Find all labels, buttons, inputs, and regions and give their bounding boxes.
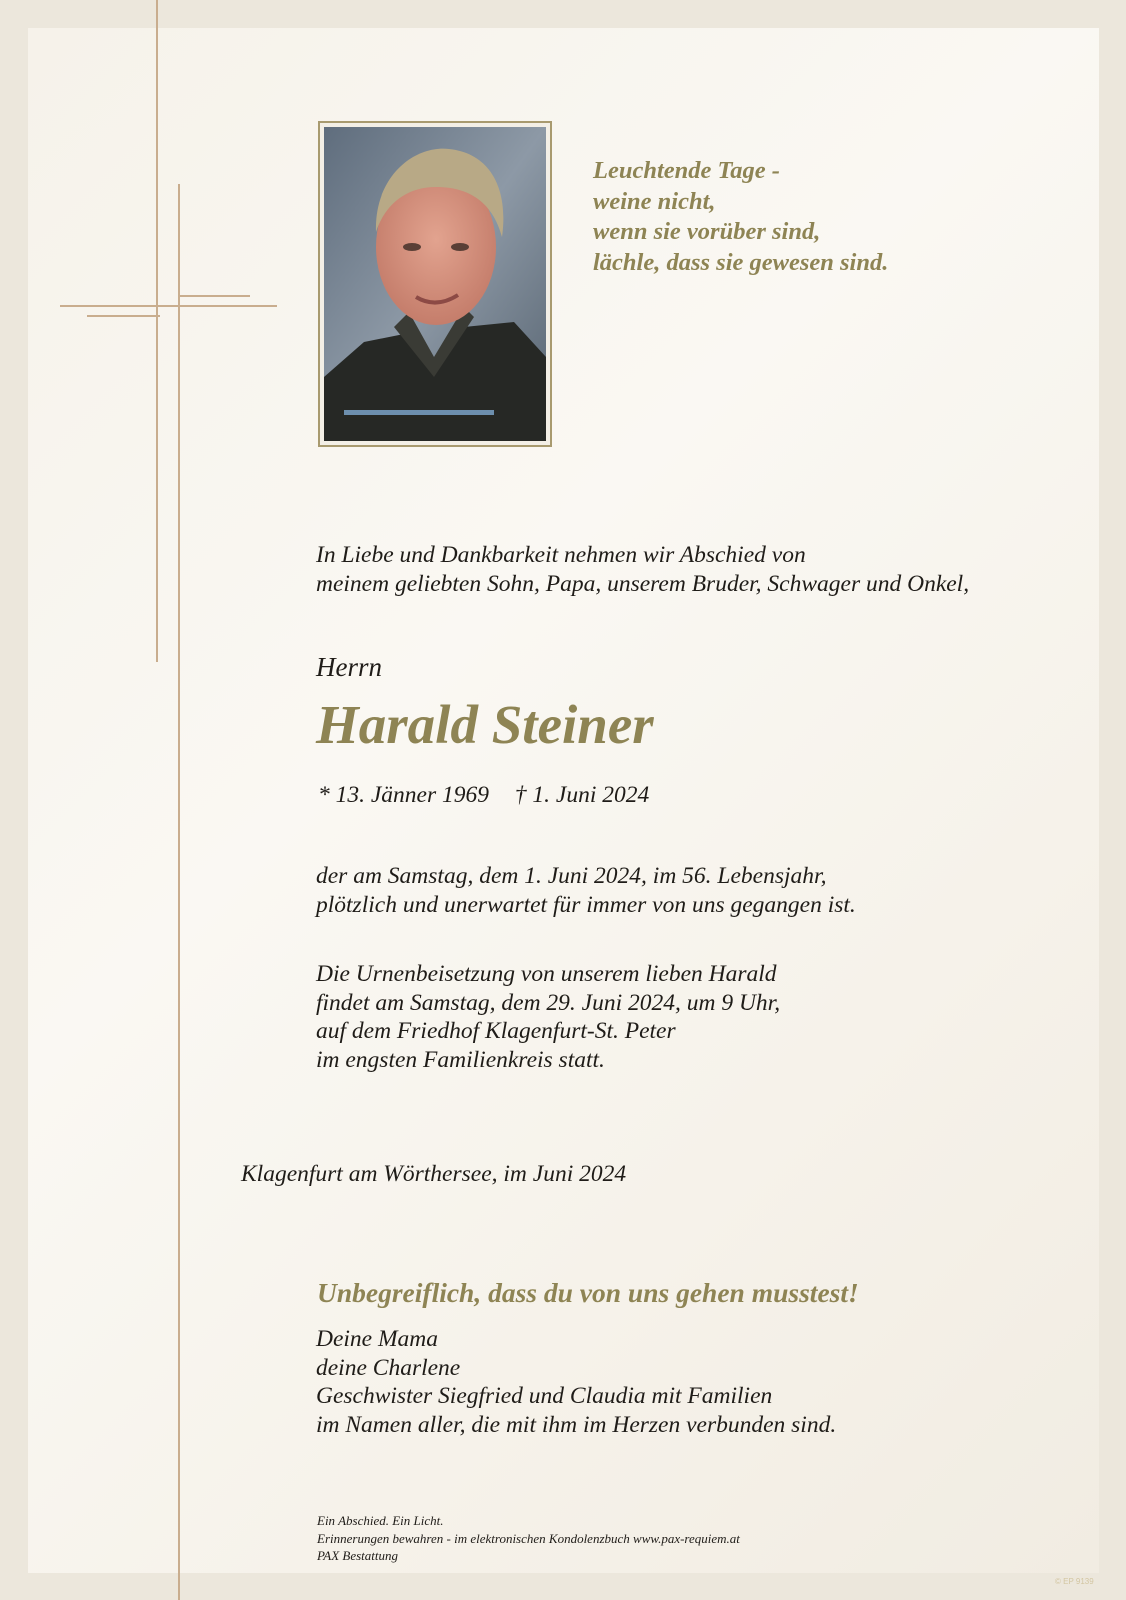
life-dates — [318, 781, 649, 810]
portrait-photo — [324, 127, 546, 441]
mourner-line: deine Charlene — [316, 1354, 461, 1381]
mourner-line: im Namen aller, die mit ihm im Herzen verbunden sind. — [316, 1411, 837, 1438]
mourners-list — [316, 1325, 836, 1439]
cross-vertical-line-outer — [156, 0, 158, 662]
intro-line: In Liebe und Dankbarkeit nehmen wir Abschied von — [316, 542, 806, 568]
passing-line: plötzlich und unerwartet für immer von uns gegangen ist. — [316, 891, 856, 918]
cross-horizontal-line-upper — [60, 305, 277, 307]
footer-line: Erinnerungen bewahren - im elektronischen Kondolenzbuch www.pax-requiem.at — [317, 1530, 740, 1546]
birth-date: * 13. Jänner 1969 — [318, 782, 490, 808]
burial-line: Die Urnenbeisetzung von unserem lieben Harald — [316, 961, 777, 987]
footer-line: PAX Bestattung — [317, 1548, 399, 1563]
mourner-line: Geschwister Siegfried und Claudia mit Familien — [316, 1383, 773, 1409]
portrait-photo-frame — [318, 121, 552, 447]
intro-line: meinem geliebten Sohn, Papa, unserem Bruder, Schwager und Onkel, — [316, 570, 970, 597]
cross-horizontal-line-lower — [87, 315, 160, 317]
passing-text — [316, 862, 856, 919]
mourner-line: Deine Mama — [316, 1326, 439, 1352]
burial-line: im engsten Familienkreis statt. — [316, 1046, 605, 1073]
salutation: Herrn — [316, 652, 382, 682]
quote-line: lächle, dass sie gewesen sind. — [593, 248, 889, 276]
intro-text — [316, 541, 969, 598]
quote-line: wenn sie vorüber sind, — [593, 218, 821, 245]
death-date: † 1. Juni 2024 — [514, 782, 650, 808]
memorial-quote — [593, 156, 1073, 278]
burial-line: auf dem Friedhof Klagenfurt-St. Peter — [316, 1018, 676, 1044]
cross-vertical-line-inner — [178, 184, 180, 1600]
passing-line: der am Samstag, dem 1. Juni 2024, im 56. Lebensjahr, — [316, 863, 827, 889]
footer-line: Ein Abschied. Ein Licht. — [317, 1513, 444, 1528]
quote-line: Leuchtende Tage - — [593, 157, 780, 184]
closing-heading: Unbegreiflich, dass du von uns gehen musstest! — [317, 1277, 859, 1308]
template-code: © EP 9139 — [1055, 1577, 1094, 1586]
place-date: Klagenfurt am Wörthersee, im Juni 2024 — [241, 1161, 627, 1187]
quote-line: weine nicht, — [593, 187, 716, 215]
footer-text — [317, 1512, 740, 1565]
burial-line: findet am Samstag, dem 29. Juni 2024, um 9 Uhr, — [316, 989, 781, 1016]
burial-text — [316, 960, 780, 1074]
cross-horizontal-line-short — [178, 295, 250, 297]
deceased-name: Harald Steiner — [316, 694, 654, 755]
